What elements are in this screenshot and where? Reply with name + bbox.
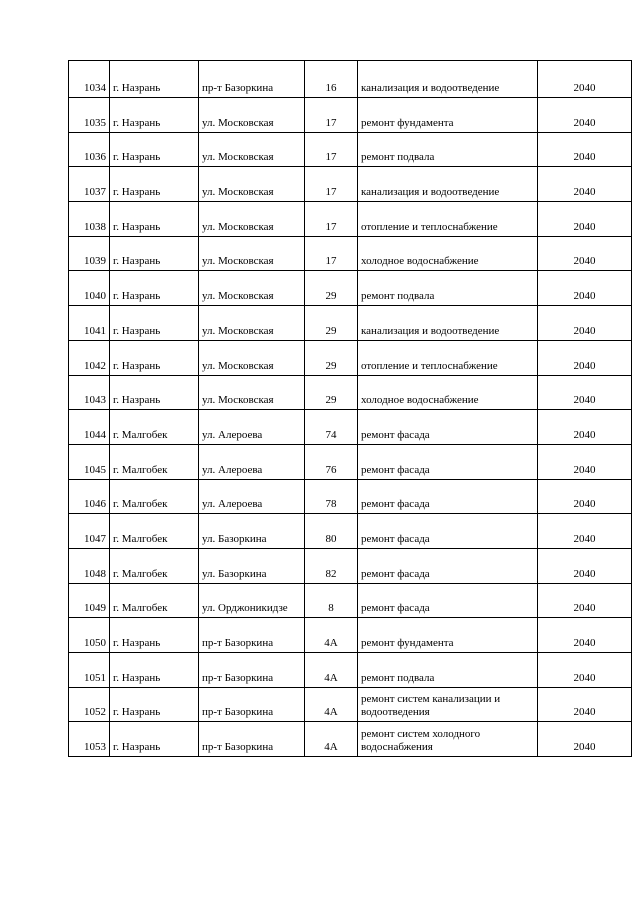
year-cell: 2040 [538, 514, 632, 549]
work-type-cell: ремонт фундамента [358, 618, 538, 653]
street-cell: ул. Базоркина [199, 548, 305, 583]
row-number-cell: 1040 [69, 271, 110, 306]
street-cell: ул. Московская [199, 167, 305, 202]
table-row [69, 687, 632, 722]
city-cell: г. Назрань [110, 306, 199, 341]
table-row [69, 271, 632, 306]
table-row [69, 653, 632, 688]
street-cell: пр-т Базоркина [199, 722, 305, 757]
city-cell: г. Назрань [110, 61, 199, 98]
year-cell: 2040 [538, 236, 632, 271]
row-number-cell: 1048 [69, 548, 110, 583]
row-number-cell: 1042 [69, 340, 110, 375]
table-body [69, 61, 632, 757]
house-number-cell: 17 [305, 236, 358, 271]
row-number-cell: 1043 [69, 375, 110, 410]
house-number-cell: 74 [305, 410, 358, 445]
year-cell: 2040 [538, 583, 632, 618]
street-cell: ул. Алероева [199, 479, 305, 514]
row-number-cell: 1041 [69, 306, 110, 341]
work-type-cell: канализация и водоотведение [358, 306, 538, 341]
house-number-cell: 4А [305, 618, 358, 653]
work-type-cell: холодное водоснабжение [358, 375, 538, 410]
house-number-cell: 29 [305, 375, 358, 410]
street-cell: ул. Московская [199, 98, 305, 133]
city-cell: г. Назрань [110, 653, 199, 688]
city-cell: г. Назрань [110, 132, 199, 167]
year-cell: 2040 [538, 548, 632, 583]
house-number-cell: 29 [305, 306, 358, 341]
street-cell: ул. Базоркина [199, 514, 305, 549]
city-cell: г. Назрань [110, 687, 199, 722]
city-cell: г. Назрань [110, 167, 199, 202]
row-number-cell: 1037 [69, 167, 110, 202]
year-cell: 2040 [538, 271, 632, 306]
city-cell: г. Малгобек [110, 479, 199, 514]
table-row [69, 514, 632, 549]
table-row [69, 167, 632, 202]
city-cell: г. Назрань [110, 271, 199, 306]
house-number-cell: 8 [305, 583, 358, 618]
city-cell: г. Назрань [110, 236, 199, 271]
street-cell: ул. Московская [199, 132, 305, 167]
document-page [68, 60, 631, 815]
street-cell: пр-т Базоркина [199, 653, 305, 688]
table-row [69, 98, 632, 133]
table-row [69, 132, 632, 167]
row-number-cell: 1051 [69, 653, 110, 688]
row-number-cell: 1036 [69, 132, 110, 167]
street-cell: пр-т Базоркина [199, 61, 305, 98]
house-number-cell: 4А [305, 722, 358, 757]
street-cell: ул. Алероева [199, 410, 305, 445]
year-cell: 2040 [538, 167, 632, 202]
row-number-cell: 1044 [69, 410, 110, 445]
row-number-cell: 1053 [69, 722, 110, 757]
year-cell: 2040 [538, 306, 632, 341]
table-row [69, 340, 632, 375]
work-type-cell: ремонт фасада [358, 410, 538, 445]
year-cell: 2040 [538, 340, 632, 375]
house-number-cell: 29 [305, 340, 358, 375]
work-type-cell: ремонт фасада [358, 479, 538, 514]
row-number-cell: 1049 [69, 583, 110, 618]
street-cell: пр-т Базоркина [199, 618, 305, 653]
house-number-cell: 80 [305, 514, 358, 549]
table-row [69, 61, 632, 98]
city-cell: г. Назрань [110, 618, 199, 653]
street-cell: ул. Московская [199, 271, 305, 306]
table-row [69, 479, 632, 514]
repair-schedule-table [68, 60, 632, 757]
street-cell: ул. Московская [199, 340, 305, 375]
work-type-cell: холодное водоснабжение [358, 236, 538, 271]
house-number-cell: 4А [305, 653, 358, 688]
city-cell: г. Малгобек [110, 410, 199, 445]
house-number-cell: 17 [305, 202, 358, 237]
work-type-cell: ремонт подвала [358, 132, 538, 167]
city-cell: г. Назрань [110, 340, 199, 375]
work-type-cell: ремонт подвала [358, 653, 538, 688]
city-cell: г. Малгобек [110, 514, 199, 549]
street-cell: ул. Московская [199, 375, 305, 410]
house-number-cell: 17 [305, 167, 358, 202]
street-cell: ул. Московская [199, 202, 305, 237]
table-row [69, 375, 632, 410]
table-row [69, 583, 632, 618]
year-cell: 2040 [538, 98, 632, 133]
work-type-cell: ремонт фасада [358, 514, 538, 549]
work-type-cell: ремонт фасада [358, 548, 538, 583]
year-cell: 2040 [538, 722, 632, 757]
city-cell: г. Малгобек [110, 444, 199, 479]
table-row [69, 306, 632, 341]
house-number-cell: 76 [305, 444, 358, 479]
row-number-cell: 1034 [69, 61, 110, 98]
street-cell: ул. Московская [199, 306, 305, 341]
city-cell: г. Назрань [110, 98, 199, 133]
row-number-cell: 1046 [69, 479, 110, 514]
work-type-cell: ремонт систем канализации и водоотведения [358, 687, 538, 722]
year-cell: 2040 [538, 687, 632, 722]
city-cell: г. Назрань [110, 375, 199, 410]
work-type-cell: канализация и водоотведение [358, 167, 538, 202]
year-cell: 2040 [538, 479, 632, 514]
work-type-cell: ремонт систем холодного водоснабжения [358, 722, 538, 757]
street-cell: ул. Орджоникидзе [199, 583, 305, 618]
work-type-cell: ремонт подвала [358, 271, 538, 306]
table-row [69, 236, 632, 271]
year-cell: 2040 [538, 653, 632, 688]
city-cell: г. Назрань [110, 202, 199, 237]
house-number-cell: 17 [305, 98, 358, 133]
year-cell: 2040 [538, 202, 632, 237]
year-cell: 2040 [538, 410, 632, 445]
table-row [69, 548, 632, 583]
row-number-cell: 1035 [69, 98, 110, 133]
year-cell: 2040 [538, 61, 632, 98]
year-cell: 2040 [538, 375, 632, 410]
year-cell: 2040 [538, 444, 632, 479]
table-row [69, 722, 632, 757]
row-number-cell: 1050 [69, 618, 110, 653]
work-type-cell: ремонт фасада [358, 444, 538, 479]
row-number-cell: 1047 [69, 514, 110, 549]
table-row [69, 444, 632, 479]
table-row [69, 618, 632, 653]
city-cell: г. Малгобек [110, 583, 199, 618]
work-type-cell: канализация и водоотведение [358, 61, 538, 98]
street-cell: ул. Московская [199, 236, 305, 271]
row-number-cell: 1045 [69, 444, 110, 479]
row-number-cell: 1038 [69, 202, 110, 237]
city-cell: г. Малгобек [110, 548, 199, 583]
work-type-cell: ремонт фасада [358, 583, 538, 618]
house-number-cell: 4А [305, 687, 358, 722]
house-number-cell: 16 [305, 61, 358, 98]
table-row [69, 410, 632, 445]
street-cell: пр-т Базоркина [199, 687, 305, 722]
row-number-cell: 1052 [69, 687, 110, 722]
row-number-cell: 1039 [69, 236, 110, 271]
work-type-cell: ремонт фундамента [358, 98, 538, 133]
city-cell: г. Назрань [110, 722, 199, 757]
house-number-cell: 17 [305, 132, 358, 167]
work-type-cell: отопление и теплоснабжение [358, 202, 538, 237]
year-cell: 2040 [538, 618, 632, 653]
house-number-cell: 82 [305, 548, 358, 583]
table-row [69, 202, 632, 237]
work-type-cell: отопление и теплоснабжение [358, 340, 538, 375]
year-cell: 2040 [538, 132, 632, 167]
street-cell: ул. Алероева [199, 444, 305, 479]
house-number-cell: 78 [305, 479, 358, 514]
house-number-cell: 29 [305, 271, 358, 306]
